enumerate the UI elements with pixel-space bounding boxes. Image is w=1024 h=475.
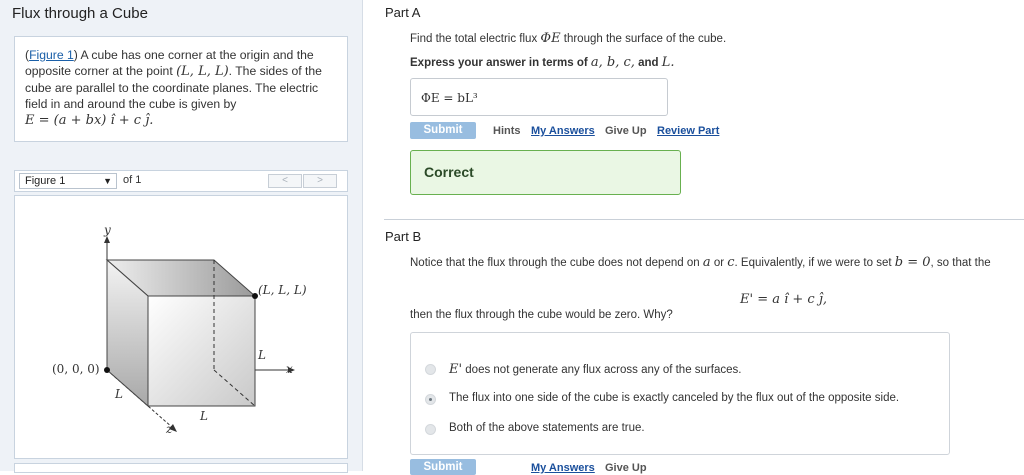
panel-divider xyxy=(362,0,363,471)
field-equation: E = (a + bx) î + c ĵ. xyxy=(25,113,154,128)
submit-button-b[interactable]: Submit xyxy=(410,459,476,475)
radio-button-selected[interactable] xyxy=(425,394,436,405)
far-corner-label: (L, L, L) xyxy=(258,283,307,297)
answer-field[interactable]: ΦE = bL³ xyxy=(410,78,668,116)
edge-length-label: L xyxy=(115,387,123,401)
part-a-instruction: Express your answer in terms of a, b, c, and L. xyxy=(410,55,675,70)
dropdown-caret-icon: ▼ xyxy=(103,176,112,186)
y-axis-label: y xyxy=(104,223,111,237)
figure-select[interactable]: Figure 1 ▼ xyxy=(19,173,117,189)
correct-feedback: Correct xyxy=(410,150,681,195)
prev-figure-button[interactable]: < xyxy=(268,174,302,188)
part-a-question: Find the total electric flux ΦE through the surface of the cube. xyxy=(410,31,727,46)
part-a-label: Part A xyxy=(385,5,421,20)
next-figure-button[interactable]: > xyxy=(303,174,337,188)
x-axis-label: x xyxy=(286,362,293,376)
my-answers-link-b[interactable]: My Answers xyxy=(531,462,595,474)
radio-button[interactable] xyxy=(425,424,436,435)
point-coords: (L, L, L) xyxy=(176,64,229,79)
figure-count: of 1 xyxy=(123,174,142,186)
edge-length-label: L xyxy=(258,348,266,362)
left-bottom-panel xyxy=(14,463,348,473)
hints-link[interactable]: Hints xyxy=(493,125,521,137)
submit-button[interactable]: Submit xyxy=(410,122,476,139)
edge-length-label: L xyxy=(200,409,208,423)
figure-panel xyxy=(14,195,348,459)
part-b-label: Part B xyxy=(385,229,422,244)
radio-button[interactable] xyxy=(425,364,436,375)
give-up-link-b[interactable]: Give Up xyxy=(605,462,647,474)
part-b-notice: Notice that the flux through the cube does not depend on a or c. Equivalently, if we were to set b = 0, so that the xyxy=(410,255,991,270)
cube-diagram xyxy=(15,196,347,458)
field-equation-b: E' = a î + c ĵ, xyxy=(740,292,827,307)
problem-title: Flux through a Cube xyxy=(12,5,148,22)
part-b-why: then the flux through the cube would be zero. Why? xyxy=(410,309,673,321)
figure-nav xyxy=(14,170,348,192)
part-divider xyxy=(384,219,1024,220)
my-answers-link[interactable]: My Answers xyxy=(531,125,595,137)
origin-point xyxy=(104,367,110,373)
origin-label: (0, 0, 0) xyxy=(52,362,100,376)
give-up-link[interactable]: Give Up xyxy=(605,125,647,137)
z-axis-label: z xyxy=(166,422,173,436)
problem-statement: (Figure 1) A cube has one corner at the origin and the opposite corner at the point (L, L, L). The sides of the cube are parallel to the coordinate planes. The electric field in and around the cube is given by E = (a + bx) î + c ĵ. xyxy=(14,36,348,142)
figure-link[interactable]: Figure 1 xyxy=(29,48,74,62)
choice-list: E' does not generate any flux across any of the surfaces. The flux into one side of the cube is exactly canceled by the flux out of the opposite side. Both of the above statements are true. xyxy=(410,332,950,455)
review-part-link[interactable]: Review Part xyxy=(657,125,720,137)
cube-front-face xyxy=(148,296,255,406)
